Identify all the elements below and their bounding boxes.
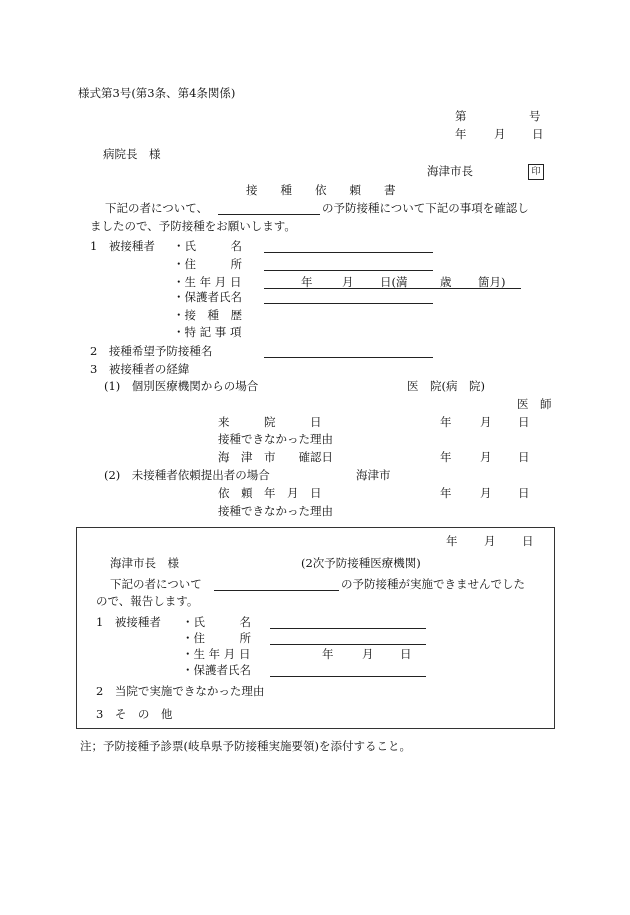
request-month: 月 <box>480 486 492 500</box>
report-dob-label: ・生 年 月 日 <box>182 647 251 661</box>
address-field[interactable] <box>264 270 433 271</box>
notes-label: ・特 記 事 項 <box>173 325 242 339</box>
dob-year: 年 <box>301 275 313 289</box>
report-name-label: ・氏 名 <box>182 615 251 629</box>
report-address-label: ・住 所 <box>182 631 251 645</box>
address-label: ・住 所 <box>173 257 242 271</box>
request-day: 日 <box>518 486 530 500</box>
footnote: 注；予防接種予診票(岐阜県予防接種実施要領)を添付すること。 <box>80 739 411 753</box>
report-intro-a: 下記の者について <box>110 577 202 591</box>
history-label: ・接 種 歴 <box>173 308 242 322</box>
date-month: 月 <box>494 127 506 141</box>
confirm-date-label: 海 津 市 確認日 <box>218 450 333 464</box>
dob-day: 日(満 <box>380 275 408 289</box>
visit-month: 月 <box>480 415 492 429</box>
guardian-field[interactable] <box>264 303 433 304</box>
name-label: ・氏 名 <box>173 239 242 253</box>
hospital-label: 医 院(病 院) <box>407 379 485 393</box>
dob-underline[interactable] <box>264 288 521 289</box>
report-dob-day: 日 <box>400 647 412 661</box>
request-year: 年 <box>440 486 452 500</box>
report-guardian-field[interactable] <box>270 676 426 677</box>
date-year: 年 <box>455 127 467 141</box>
age-years: 歳 <box>440 275 452 289</box>
report-dob-year: 年 <box>322 647 334 661</box>
issuer: 海津市長 <box>427 164 473 178</box>
report-section2: 2 当院で実施できなかった理由 <box>96 684 265 698</box>
requested-vaccine-field[interactable] <box>264 357 433 358</box>
visit-day: 日 <box>518 415 530 429</box>
report-intro-b: の予防接種が実施できませんでした <box>341 577 525 591</box>
report-intro-c: ので、報告します。 <box>96 594 199 608</box>
seal-stamp: 印 <box>528 164 544 180</box>
addressee: 病院長 様 <box>103 147 161 161</box>
intro-part-c: ましたので、予防接種をお願いします。 <box>90 219 296 233</box>
report-section3: 3 そ の 他 <box>96 707 173 721</box>
report-date-day: 日 <box>522 534 534 548</box>
confirm-month: 月 <box>480 450 492 464</box>
report-date-year: 年 <box>446 534 458 548</box>
dob-month: 月 <box>342 275 354 289</box>
section2-label: 2 接種希望予防接種名 <box>90 344 213 358</box>
intro-part-b: の予防接種について下記の事項を確認し <box>322 201 529 215</box>
section1-label: 1 被接種者 <box>90 239 155 253</box>
guardian-label: ・保護者氏名 <box>173 290 242 304</box>
report-guardian-label: ・保護者氏名 <box>182 663 251 677</box>
doc-number-suffix: 号 <box>529 109 541 123</box>
vaccine-name-blank[interactable] <box>218 214 320 215</box>
case2-label: (2) 未接種者依頼提出者の場合 <box>104 468 270 482</box>
visit-year: 年 <box>440 415 452 429</box>
case1-label: (1) 個別医療機関からの場合 <box>104 379 259 393</box>
date-day: 日 <box>532 127 544 141</box>
report-address-field[interactable] <box>270 644 426 645</box>
form-number: 様式第3号(第3条、第4条関係) <box>78 86 236 100</box>
doc-number-label: 第 <box>455 109 467 123</box>
visit-date-label: 来 院 日 <box>218 415 322 429</box>
age-months: 箇月) <box>478 275 506 289</box>
request-date-label: 依 頼 年 月 日 <box>218 486 322 500</box>
doctor-label: 医 師 <box>517 397 552 411</box>
city-label: 海津市 <box>356 468 391 482</box>
report-dob-month: 月 <box>362 647 374 661</box>
dob-label: ・生 年 月 日 <box>173 275 242 289</box>
report-date-month: 月 <box>484 534 496 548</box>
confirm-day: 日 <box>518 450 530 464</box>
name-field[interactable] <box>264 252 433 253</box>
report-vaccine-blank[interactable] <box>214 590 339 591</box>
report-name-field[interactable] <box>270 628 426 629</box>
reason2-label: 接種できなかった理由 <box>218 504 333 518</box>
confirm-year: 年 <box>440 450 452 464</box>
intro-part-a: 下記の者について、 <box>105 201 209 215</box>
report-section1-label: 1 被接種者 <box>96 615 161 629</box>
document-title: 接 種 依 頼 書 <box>246 183 396 197</box>
reason-label: 接種できなかった理由 <box>218 432 333 446</box>
report-institution: (2次予防接種医療機関) <box>301 556 421 570</box>
report-addressee: 海津市長 様 <box>110 556 179 570</box>
section3-label: 3 被接種者の経緯 <box>90 362 190 376</box>
